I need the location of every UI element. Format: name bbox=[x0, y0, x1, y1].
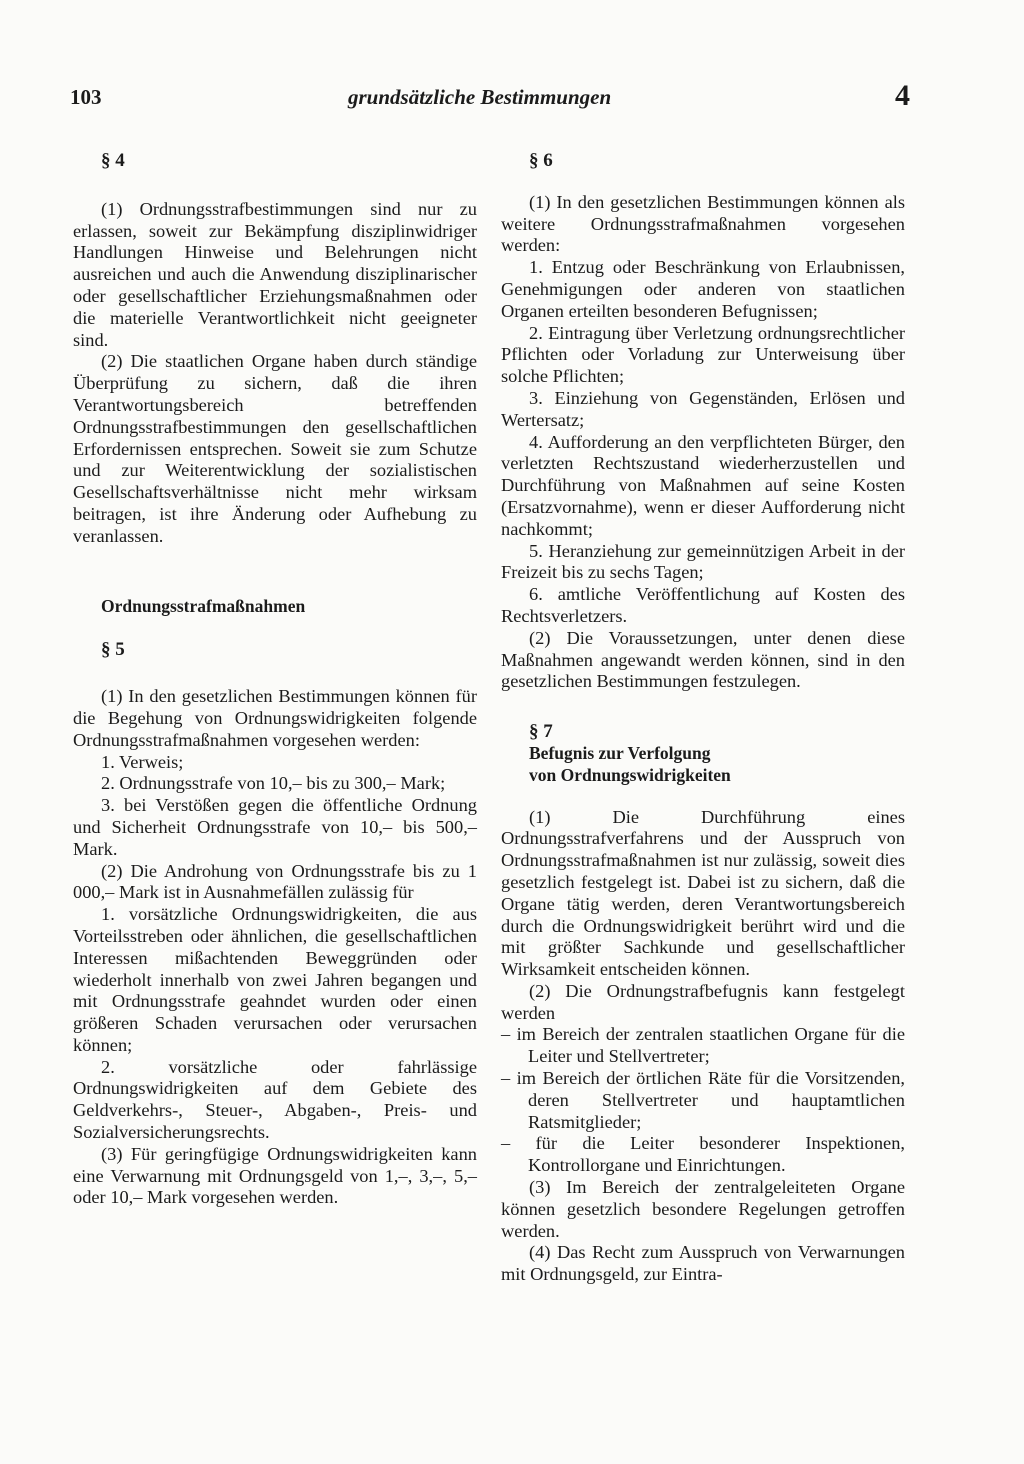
section-5-paragraph-2-item-2: 2. vorsätzliche oder fahrlässige Ordnungswidrigkeiten auf dem Gebiete des Geldverkehrs-, Steuer-, Abgaben-, Preis- und Sozialversicherungsrechts. bbox=[73, 1056, 477, 1143]
section-7-dash-item-1: – im Bereich der zentralen staatlichen Organe für die Leiter und Stellvertreter; bbox=[501, 1024, 905, 1067]
section-6-title: § 6 bbox=[529, 150, 553, 171]
section-5-paragraph-1: (1) In den gesetzlichen Bestimmungen können für die Begehung von Ordnungswidrigkeiten folgende Ordnungsstrafmaßnahmen vorgesehen werden: bbox=[73, 686, 477, 750]
section-5-item-1: 1. Verweis; bbox=[101, 751, 184, 772]
section-7-dash-item-2: – im Bereich der örtlichen Räte für die Vorsitzenden, deren Stellvertreter und hauptamtlichen Ratsmitglieder; bbox=[501, 1068, 905, 1132]
section-7-heading-line-2: von Ordnungswidrigkeiten bbox=[529, 764, 731, 785]
section-7-paragraph-4: (4) Das Recht zum Ausspruch von Verwarnungen mit Ordnungsgeld, zur Eintra- bbox=[501, 1242, 905, 1285]
right-column bbox=[501, 150, 905, 1286]
page-number: 103 bbox=[70, 85, 102, 109]
section-6-paragraph-1: (1) In den gesetzlichen Bestimmungen können als weitere Ordnungsstrafmaßnahmen vorgesehen werden: bbox=[501, 191, 905, 256]
section-7-paragraph-3: (3) Im Bereich der zentralgeleiteten Organe können gesetzlich besondere Regelungen getroffen werden. bbox=[501, 1177, 905, 1241]
section-6-item-2: 2. Eintragung über Verletzung ordnungsrechtlicher Pflichten oder Vorladung zur Unterweisung über solche Pflichten; bbox=[501, 322, 905, 387]
section-7-paragraph-2: (2) Die Ordnungstrafbefugnis kann festgelegt werden bbox=[501, 980, 905, 1023]
section-7-dash-item-3: – für die Leiter besonderer Inspektionen, Kontrollorgane und Einrichtungen. bbox=[501, 1133, 905, 1176]
section-5-item-2: 2. Ordnungsstrafe von 10,– bis zu 300,– Mark; bbox=[101, 773, 446, 794]
section-4-paragraph-1: (1) Ordnungsstrafbestimmungen sind nur zu erlassen, soweit zur Bekämpfung disziplinwidriger Handlungen Hinweise und Belehrungen nicht ausreichen und auch die Anwendung disziplinarischer oder gesellschaftlicher Erziehungsmaßnahmen oder die materielle Verantwortlichkeit nicht geeigneter sind. bbox=[73, 198, 477, 350]
section-5-paragraph-2: (2) Die Androhung von Ordnungsstrafe bis zu 1 000,– Mark ist in Ausnahmefällen zulässig für bbox=[73, 860, 477, 903]
section-5-title: § 5 bbox=[101, 639, 125, 661]
section-6-item-4: 4. Aufforderung an den verpflichteten Bürger, den verletzten Rechtszustand wiederherzustellen und Durchführung von Maßnahmen auf seine Kosten (Ersatzvornahme), wenn er dieser Aufforderung nicht nachkommt; bbox=[501, 431, 905, 539]
section-4-paragraph-2: (2) Die staatlichen Organe haben durch ständige Überprüfung zu sichern, daß die ihren Verantwortungsbereich betreffenden Ordnungsstrafbestimmungen den gesellschaftlichen Erfordernissen entsprechen. Soweit sie zum Schutze und zur Weiterentwicklung der sozialistischen Gesellschaftsverhältnisse nicht mehr wirksam beitragen, ist ihre Änderung oder Aufhebung zu veranlassen. bbox=[73, 351, 477, 546]
section-4-title: § 4 bbox=[101, 150, 125, 171]
left-column bbox=[73, 150, 477, 1209]
section-5-paragraph-2-item-1: 1. vorsätzliche Ordnungswidrigkeiten, die aus Vorteilsstreben oder ähnlichen, die gesellschaftlichen Interessen mißachtenden Beweggründen oder wiederholt innerhalb von zwei Jahren begangen und mit Ordnungsstrafe geahndet wurden oder einen größeren Schaden verursachen oder verursachen können; bbox=[73, 904, 477, 1055]
section-6-item-1: 1. Entzug oder Beschränkung von Erlaubnissen, Genehmigungen oder anderen von staatlichen Organen erteilten besonderen Befugnissen; bbox=[501, 257, 905, 321]
subheading-ordnungsstrafmassnahmen: Ordnungsstrafmaßnahmen bbox=[101, 595, 306, 616]
running-title: grundsätzliche Bestimmungen bbox=[348, 85, 612, 109]
page-header bbox=[70, 79, 910, 115]
section-6-item-6: 6. amtliche Veröffentlichung auf Kosten des Rechtsverletzers. bbox=[501, 584, 905, 626]
section-6-paragraph-2: (2) Die Voraussetzungen, unter denen diese Maßnahmen angewandt werden können, sind in den gesetzlichen Bestimmungen festzulegen. bbox=[501, 627, 905, 692]
chapter-number: 4 bbox=[895, 79, 910, 112]
section-7-title: § 7 bbox=[529, 721, 553, 743]
section-6-item-5: 5. Heranziehung zur gemeinnützigen Arbeit in der Freizeit bis zu sechs Tagen; bbox=[501, 540, 905, 583]
section-5-paragraph-3: (3) Für geringfügige Ordnungswidrigkeiten kann eine Verwarnung mit Ordnungsgeld von 1,–, 3,–, 5,– oder 10,– Mark vorgesehen werden. bbox=[73, 1143, 477, 1208]
section-7-paragraph-1: (1) Die Durchführung eines Ordnungsstrafverfahrens und der Ausspruch von Ordnungsstrafmaßnahmen ist nur zulässig, soweit dies gesetzlich festgelegt ist. Dabei ist zu sichern, daß die Organe tätig werden, deren Verantwortungsbereich durch die Ordnungswidrigkeit berührt wird und die mit größter Sachkunde und gesellschaftlicher Wirksamkeit entscheiden können. bbox=[501, 806, 905, 980]
section-6-item-3: 3. Einziehung von Gegenständen, Erlösen und Wertersatz; bbox=[501, 387, 905, 430]
section-7-heading-line-1: Befugnis zur Verfolgung bbox=[529, 742, 711, 763]
section-5-item-3: 3. bei Verstößen gegen die öffentliche Ordnung und Sicherheit Ordnungsstrafe von 10,– bis 500,– Mark. bbox=[73, 795, 477, 859]
